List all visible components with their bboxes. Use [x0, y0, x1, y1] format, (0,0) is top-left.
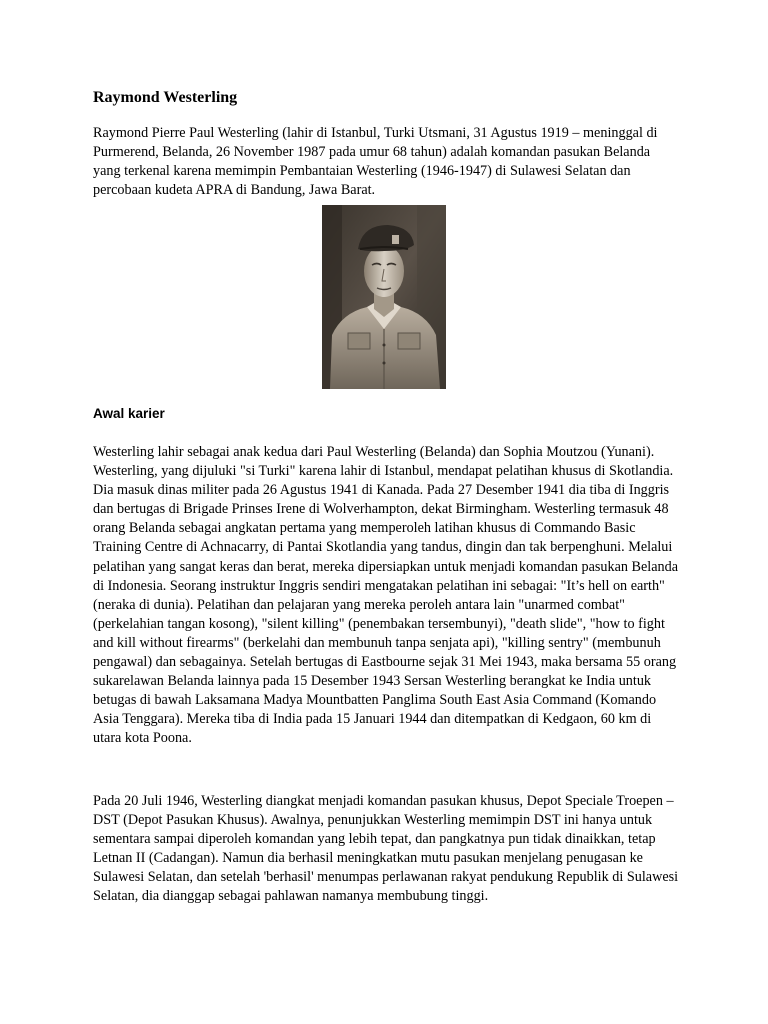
document-page — [93, 88, 683, 200]
body-paragraph-1: Westerling lahir sebagai anak kedua dari Paul Westerling (Belanda) dan Sophia Moutzou (Yunani). Westerling, yang dijuluki "si Turki" karena lahir di Istanbul, mendapat pelatihan khusus di Skotlandia. Dia masuk dinas militer pada 26 Agustus 1941 di Kanada. Pada 27 Desember 1941 dia tiba di Inggris dan bertugas di Brigade Prinses Irene di Wolverhampton, dekat Birmingham. Westerling termasuk 48 orang Belanda sebagai angkatan pertama yang memperoleh latihan khusus di Commando Basic Training Centre di Achnacarry, di Pantai Skotlandia yang tandus, dingin dan tak berpenghuni. Melalui pelatihan yang sangat keras dan berat, mereka dipersiapkan untuk menjadi komandan pasukan Belanda di Indonesia. Seorang instruktur Inggris sendiri mengatakan pelatihan ini sebagai: "It’s hell on earth" (neraka di dunia). Pelatihan dan pelajaran yang mereka peroleh antara lain "unarmed combat" (perkelahian tangan kosong), "silent killing" (penembakan tersembunyi), "death slide", "how to fight and kill without firearms" (berkelahi dan membunuh tanpa senjata api), "killing sentry" (membunuh pengawal) dan sebagainya. Setelah bertugas di Eastbourne sejak 31 Mei 1943, maka bersama 55 orang sukarelawan Belanda lainnya pada 15 Desember 1943 Sersan Westerling berangkat ke India untuk betugas di bawah Laksamana Madya Mountbatten Panglima South East Asia Command (Komando Asia Tenggara). Mereka tiba di India pada 15 Januari 1944 dan ditempatkan di Kedgaon, 60 km di utara kota Poona. — [93, 444, 679, 747]
page-title: Raymond Westerling — [93, 89, 238, 106]
intro-paragraph: Raymond Pierre Paul Westerling (lahir di Istanbul, Turki Utsmani, 31 Agustus 1919 – meninggal di Purmerend, Belanda, 26 November 1987 pada umur 68 tahun) adalah komandan pasukan Belanda yang terkenal karena memimpin Pembantaian Westerling (1946-1947) di Sulawesi Selatan dan percobaan kudeta APRA di Bandung, Jawa Barat. — [93, 125, 658, 199]
portrait-photo — [322, 205, 446, 389]
portrait-photo-graphic — [322, 205, 446, 389]
body-paragraph-2: Pada 20 Juli 1946, Westerling diangkat menjadi komandan pasukan khusus, Depot Speciale Troepen – DST (Depot Pasukan Khusus). Awalnya, penunjukkan Westerling memimpin DST ini hanya untuk sementara sampai diperoleh komandan yang lebih tepat, dan pangkatnya pun tidak dinaikkan, tetap Letnan II (Cadangan). Namun dia berhasil meningkatkan mutu pasukan menjelang penugasan ke Sulawesi Selatan, dan setelah 'berhasil' menumpas perlawanan rakyat pendukung Republik di Sulawesi Selatan, dia dianggap sebagai pahlawan namanya membubung tinggi. — [93, 793, 679, 905]
section-heading: Awal karier — [93, 406, 165, 421]
